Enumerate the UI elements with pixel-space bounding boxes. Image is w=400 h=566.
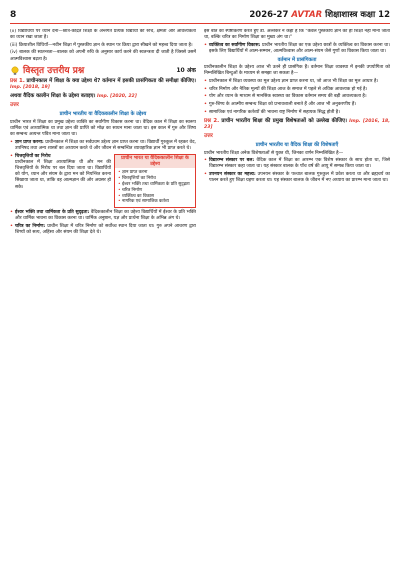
list-item [204,172,390,184]
objective-list-2 [10,154,111,191]
answer-intro: प्राचीन भारतीय शिक्षा अनेक विशेषताओं से युक्त थी, जिनका वर्णन निम्नलिखित है— [204,150,344,156]
brand-logo: AVTAR [291,10,323,20]
question-1-alt [10,93,196,100]
important-tag: Imp. [2018, 19] [10,84,50,90]
answer-heading: प्राचीन भारतीय या वैदिककालीन शिक्षा के उद्देश्य [59,111,147,118]
relevance-intro: प्राचीनकालीन शिक्षा के उद्देश्य आज भी उतने ही प्रासंगिक हैं। वर्तमान शिक्षा व्यवस्था में इनकी उपयोगिता को निम्नलिखित बिन्दुओं के माध्यम से समझा जा सकता है— [204,65,390,77]
list-item: • योग और ध्यान के माध्यम से मानसिक स्वास्थ्य का विकास वर्तमान समय की बड़ी आवश्यकता है। [204,94,390,100]
year-label: 2026-27 [249,10,289,20]
list-item [204,158,390,170]
question-number: प्रश्न 1. [10,77,25,84]
answer-label: उत्तर [10,102,19,109]
right-column [204,29,390,564]
list-item [10,140,196,152]
summary-box [114,154,196,208]
point-title: चित्तवृत्तियों का निरोध [15,153,51,159]
feature-title: उपनयन संस्कार का महत्त्व: [209,171,256,177]
question-text: प्राचीनकाल में शिक्षा के क्या उद्देश्य थे? वर्तमान में इसकी प्रासंगिकता की समीक्षा कीजिए। [26,77,196,84]
page-header [10,6,390,24]
intro-point: (iii) क्रियाशील विधियाँ—नवीन शिक्षा में पुस्तकीय ज्ञान के स्थान पर क्रिया द्वारा सीखने को महत्त्व दिया जाता है। [10,42,193,48]
point-title: ज्ञान प्राप्त करना: [15,139,44,145]
answer-heading: प्राचीन भारतीय या वैदिक शिक्षा की विशेषताएँ [255,142,339,149]
section-title: विस्तृत उत्तरीय प्रश्न [23,65,85,76]
question-number: प्रश्न 2. [204,117,220,124]
feature-list [204,158,390,184]
answer-block [10,102,196,109]
list-item [10,154,111,191]
list-item: • प्राचीनकाल में शिक्षा व्यवस्था का मूल उद्देश्य ज्ञान प्राप्त करना था, जो आज भी शिक्षा का मूल आधार है। [204,79,390,85]
intro-point: (iv) बालक की स्वतन्त्रता—बालक को अपनी रुचि के अनुसार कार्य करने की स्वतन्त्रता दी जाती है जिससे उसमें आत्मविश्वास बढ़ता है। [10,50,196,62]
point-text: प्राचीन शिक्षा में चरित्र निर्माण को सर्वोच्च स्थान दिया जाता था। गुरु अपने आचरण द्वारा शिष्यों को सत्य, अहिंसा और संयम की शिक्षा देते थे। [15,224,196,236]
point-title: चरित्र का निर्माण: [15,224,46,230]
subject-label: शिक्षाशास्त्र कक्षा 12 [325,10,390,20]
point-text: प्राचीन भारतीय शिक्षा का एक उद्देश्य छात्रों के व्यक्तित्व का विकास करना था। इसके लिए विद्यार्थियों में आत्म-सम्मान, आत्मविश्वास और आत्म-संयम जैसे गुणों का विकास किया जाता था। [209,42,390,54]
objective-list-3 [10,210,196,236]
summary-box-title: प्राचीन भारत या वैदिककालीन शिक्षा के उद्देश्य [115,155,195,169]
objective-list-4 [204,43,390,55]
summary-box-item: • नागरिक एवं सामाजिक कर्तव्य [118,199,192,205]
section-heading [10,66,196,76]
relevance-list [204,79,390,116]
point-text: वैदिककालीन शिक्षा का उद्देश्य विद्यार्थियों में ईश्वर के प्रति भक्ति और धार्मिक भावना का विकास करना था। धार्मिक अनुष्ठान, यज्ञ और प्रार्थना शिक्षा के अभिन्न अंग थे। [15,210,196,222]
answer-block-2 [204,133,390,140]
box-row [10,154,196,208]
important-tag: Imp. [2016, 18, 23] [204,118,390,131]
question-alt-text: अथवा वैदिक कालीन शिक्षा के उद्देश्य बताइए। [10,93,96,100]
summary-box-item: • चरित्र निर्माण [118,188,192,194]
list-item: • चरित्र निर्माण और नैतिक मूल्यों की शिक्षा आज के समाज में पहले से अधिक आवश्यक हो गई है। [204,87,390,93]
summary-box-item: • ज्ञान प्राप्त करना [118,170,192,176]
left-column [10,29,196,564]
list-item: • गुरु-शिष्य के आत्मीय सम्बन्ध शिक्षा को प्रभावशाली बनाते हैं और आज भी अनुकरणीय हैं। [204,102,390,108]
box-left-text [10,154,111,208]
point-title: व्यक्तित्व का सर्वांगीण विकास: [209,42,261,48]
summary-box-item: • ईश्वर भक्ति तथा धार्मिकता के प्रति सुदृढ़ता [118,182,192,188]
important-tag: Imp. [2020, 22] [96,94,137,100]
answer-intro: प्राचीन भारत में शिक्षा का प्रमुख उद्देश्य व्यक्ति का सर्वांगीण विकास करना था। वैदिक काल में शिक्षा का स्वरूप धार्मिक एवं आध्यात्मिक था तथा ज्ञान की प्राप्ति को मोक्ष का साधन माना जाता था। इस काल में गुरु और शिष्य का सम्बन्ध अत्यन्त पवित्र माना जाता था। [10,119,196,137]
feature-text: वैदिक काल में शिक्षा का आरम्भ एक विशेष संस्कार के साथ होता था, जिसे विद्यारम्भ संस्कार कहा जाता था। यह संस्कार बालक के पाँच वर्ष की आयु में सम्पन्न किया जाता था। [209,158,390,170]
section-marks: 10 अंक [176,66,196,74]
point-title: ईश्वर भक्ति तथा धार्मिकता के प्रति सुदृढ़ता: [15,210,90,216]
list-item [10,224,196,236]
summary-box-list [115,168,195,207]
question-2 [204,118,390,131]
question-1 [10,78,196,91]
intro-point: (ii) विद्यार्थियों पर ध्यान देना—छात्र-केंद्रित शिक्षा के अन्तर्गत प्रत्येक विद्यार्थी की रुचि, क्षमता और आवश्यकता का ध्यान रखा जाता है। [10,29,196,41]
running-title [30,9,390,20]
point-text: प्राचीनकाल में शिक्षा का सर्वप्रथम उद्देश्य ज्ञान प्राप्त करना था। विद्यार्थी गुरुकुल में रहकर वेद, उपनिषद तथा अन्य शास्त्रों का अध्ययन करते थे और जीवन से सम्बन्धित व्यावहारिक ज्ञान भी प्राप्त करते थे। [15,139,196,151]
list-item: • सामाजिक एवं नागरिक कर्तव्यों की भावना राष्ट्र निर्माण में सहायक सिद्ध होती है। [204,110,390,116]
summary-box-item: • चित्तवृत्तियों का निरोध [118,176,192,182]
page-number: 8 [10,9,17,20]
lightbulb-icon [10,66,20,76]
relevance-heading: वर्तमान में प्रासंगिकता [277,57,317,64]
quote-paragraph: इस बात का स्पष्टीकरण करते हुए डॉ. अल्तेकर ने कहा है कि "केवल पुस्तकीय ज्ञान को ही शिक्षा नहीं माना जाता था, बल्कि चरित्र का निर्माण शिक्षा का मुख्य अंग था।" [204,29,390,41]
list-item [10,210,196,222]
summary-box-item: • व्यक्तित्व का विकास [118,194,192,200]
point-text: प्राचीनकाल में शिक्षा आध्यात्मिक थी और मन की चित्तवृत्तियों के निरोध पर बल दिया जाता था। विद्यार्थियों को योग, ध्यान और संयम के द्वारा मन को नियन्त्रित करना सिखाया जाता था, ताकि वह आत्मज्ञान की ओर अग्रसर हो सके। [15,160,111,190]
list-item [204,43,390,55]
answer-label: उत्तर [204,133,213,140]
question-text: प्राचीन भारतीय शिक्षा की प्रमुख विशेषताओं को उल्लेख कीजिए। [221,117,347,124]
two-column-body [10,29,390,564]
feature-title: विद्यारम्भ संस्कार पर बल: [209,158,255,164]
feature-text: उपनयन संस्कार के पश्चात बालक गुरुकुल में प्रवेश करता था और ब्रह्मचर्य का पालन करते हुए शिक्षा ग्रहण करता था। यह संस्कार बालक के जीवन में नए अध्याय का प्रारम्भ माना जाता था। [209,171,390,184]
objective-list [10,140,196,152]
